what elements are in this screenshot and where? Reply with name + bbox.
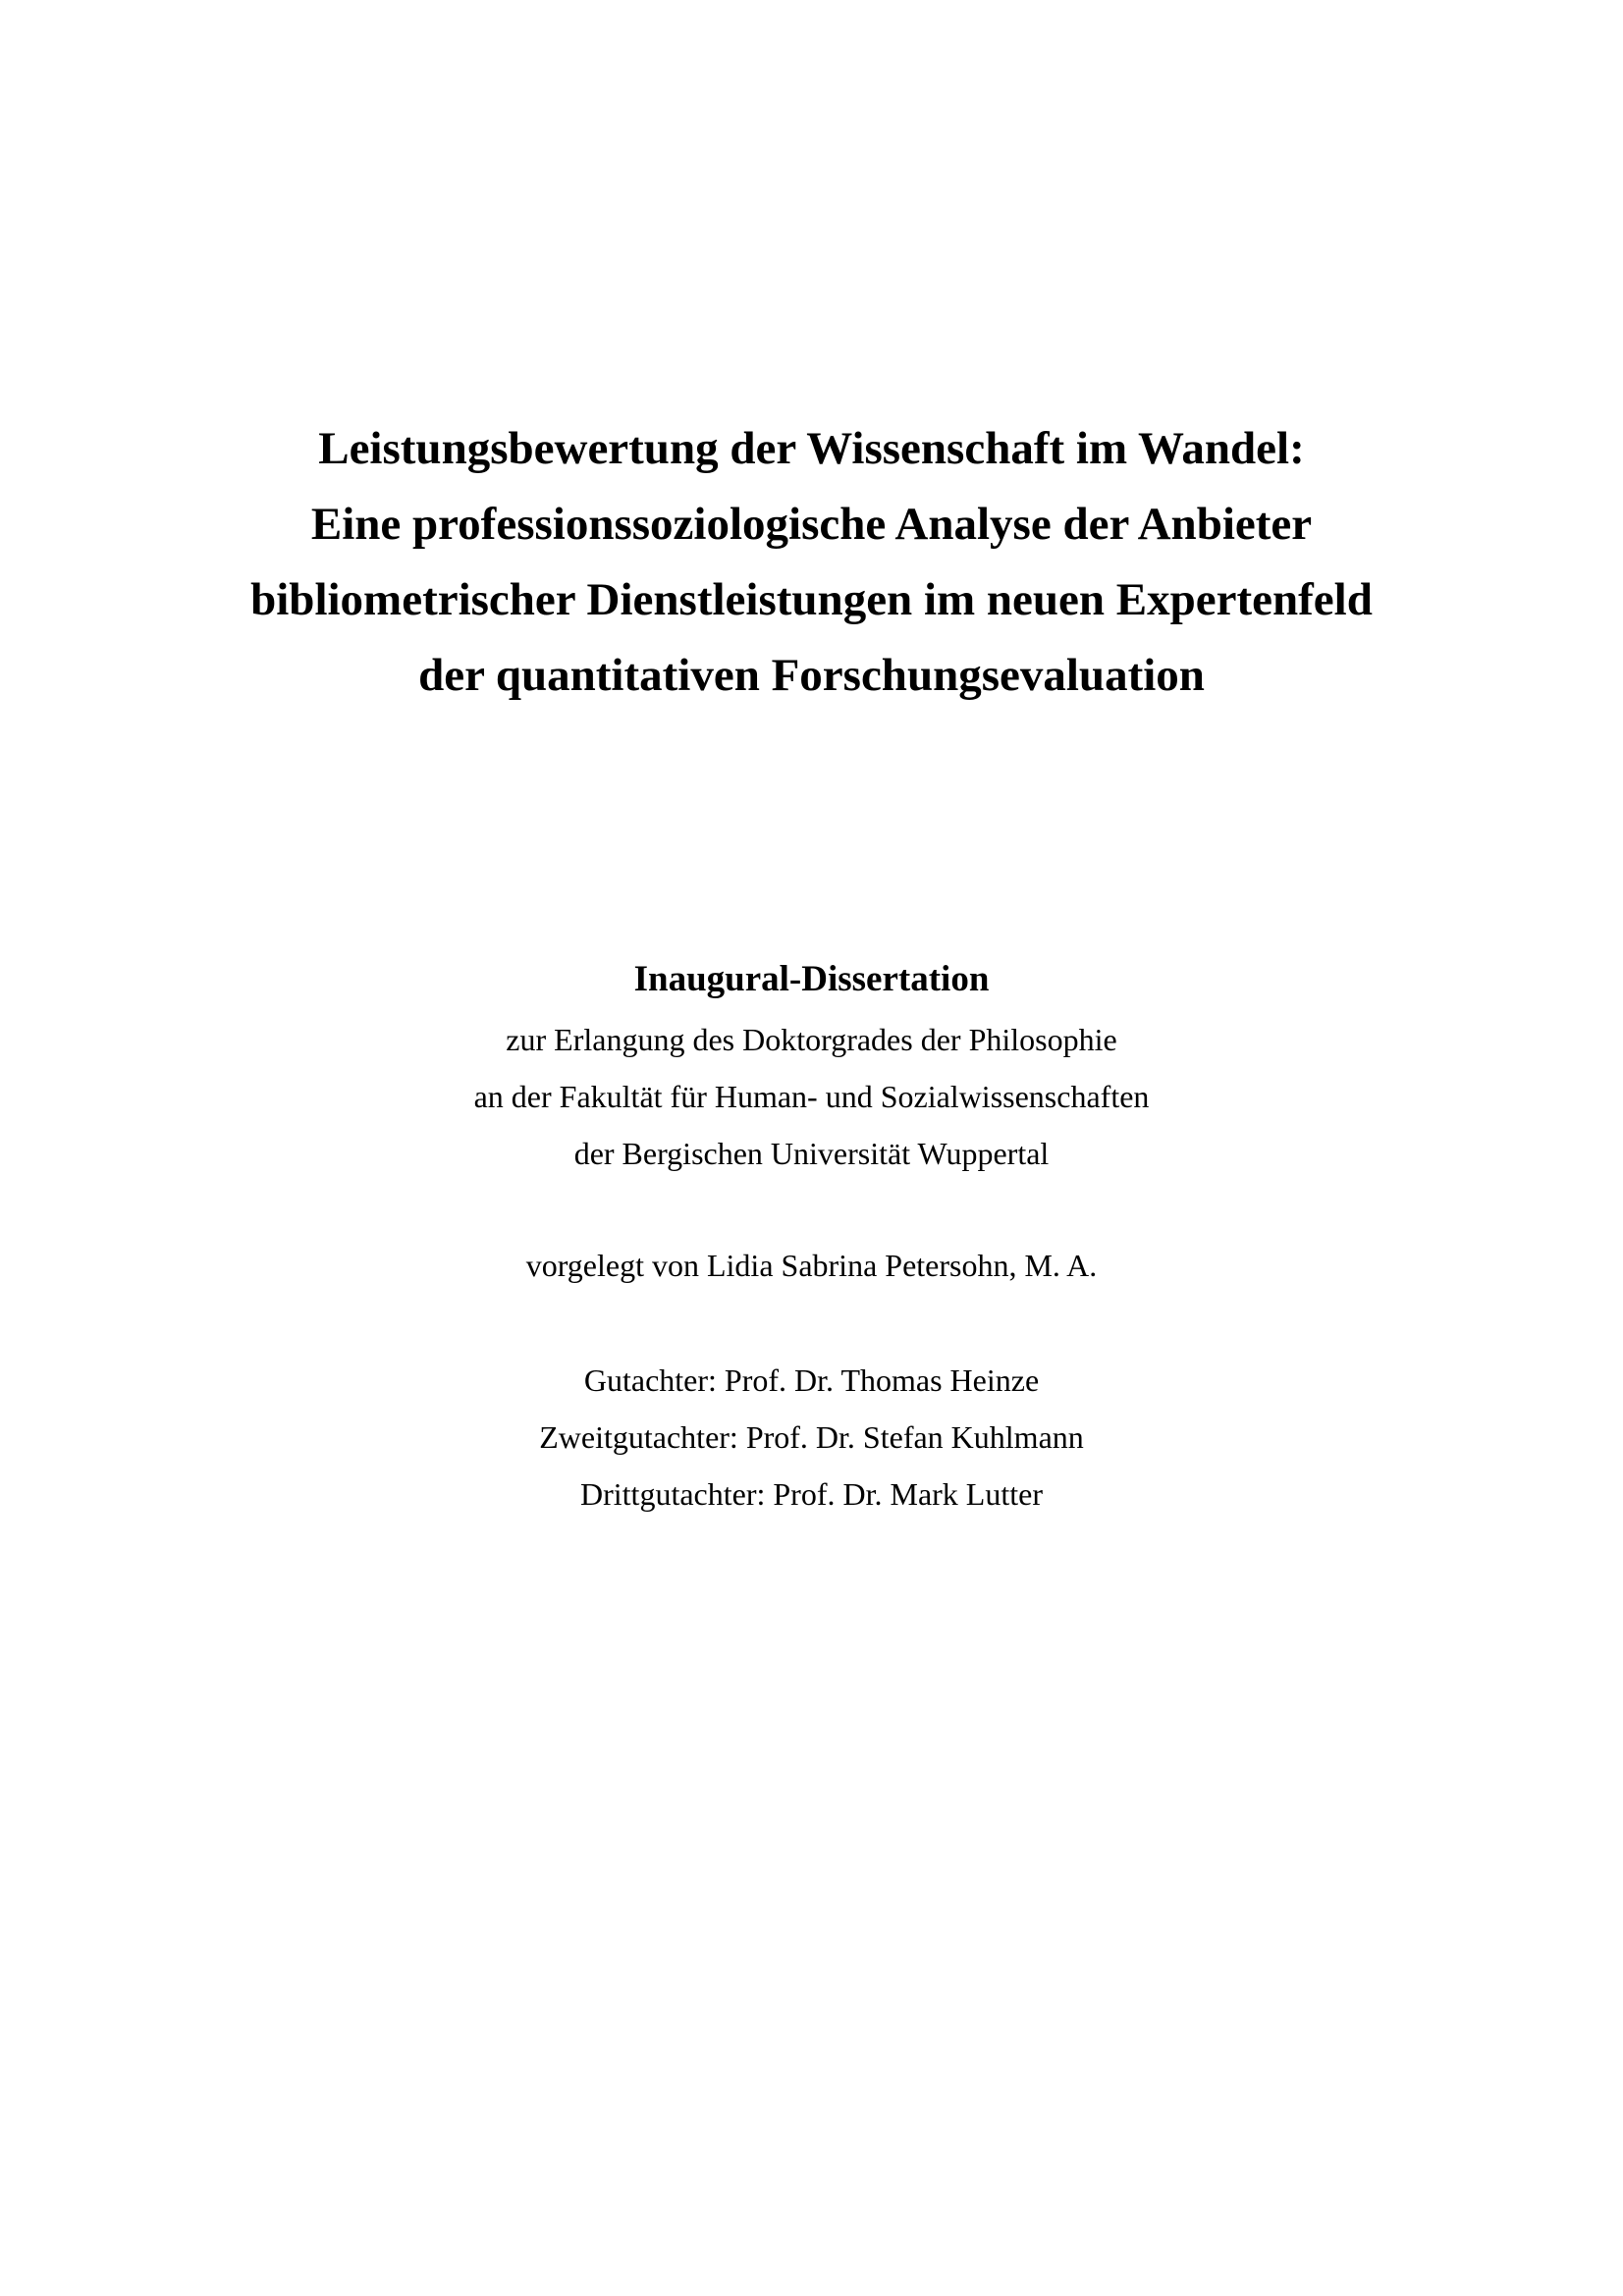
title-line-3: bibliometrischer Dienstleistungen im neuen Expertenfeld	[250, 574, 1373, 625]
degree-line-1: zur Erlangung des Doktorgrades der Philosophie	[506, 1022, 1117, 1057]
referee-2: Zweitgutachter: Prof. Dr. Stefan Kuhlmann	[539, 1419, 1084, 1455]
title-line-4: der quantitativen Forschungsevaluation	[418, 650, 1205, 701]
dissertation-type-heading: Inaugural-Dissertation	[633, 959, 990, 999]
referees-list	[0, 1352, 1623, 1522]
dissertation-title	[0, 411, 1623, 714]
author-statement: vorgelegt von Lidia Sabrina Petersohn, M. A.	[525, 1248, 1098, 1283]
title-line-2: Eine professionssoziologische Analyse der Anbieter	[310, 499, 1313, 550]
degree-line-2: an der Fakultät für Human- und Sozialwissenschaften	[473, 1079, 1150, 1114]
title-line-1: Leistungsbewertung der Wissenschaft im Wandel:	[318, 423, 1305, 474]
referee-1: Gutachter: Prof. Dr. Thomas Heinze	[583, 1362, 1040, 1398]
degree-line-3: der Bergischen Universität Wuppertal	[573, 1136, 1050, 1171]
degree-statement	[0, 1011, 1623, 1182]
referee-3: Drittgutachter: Prof. Dr. Mark Lutter	[580, 1476, 1043, 1512]
